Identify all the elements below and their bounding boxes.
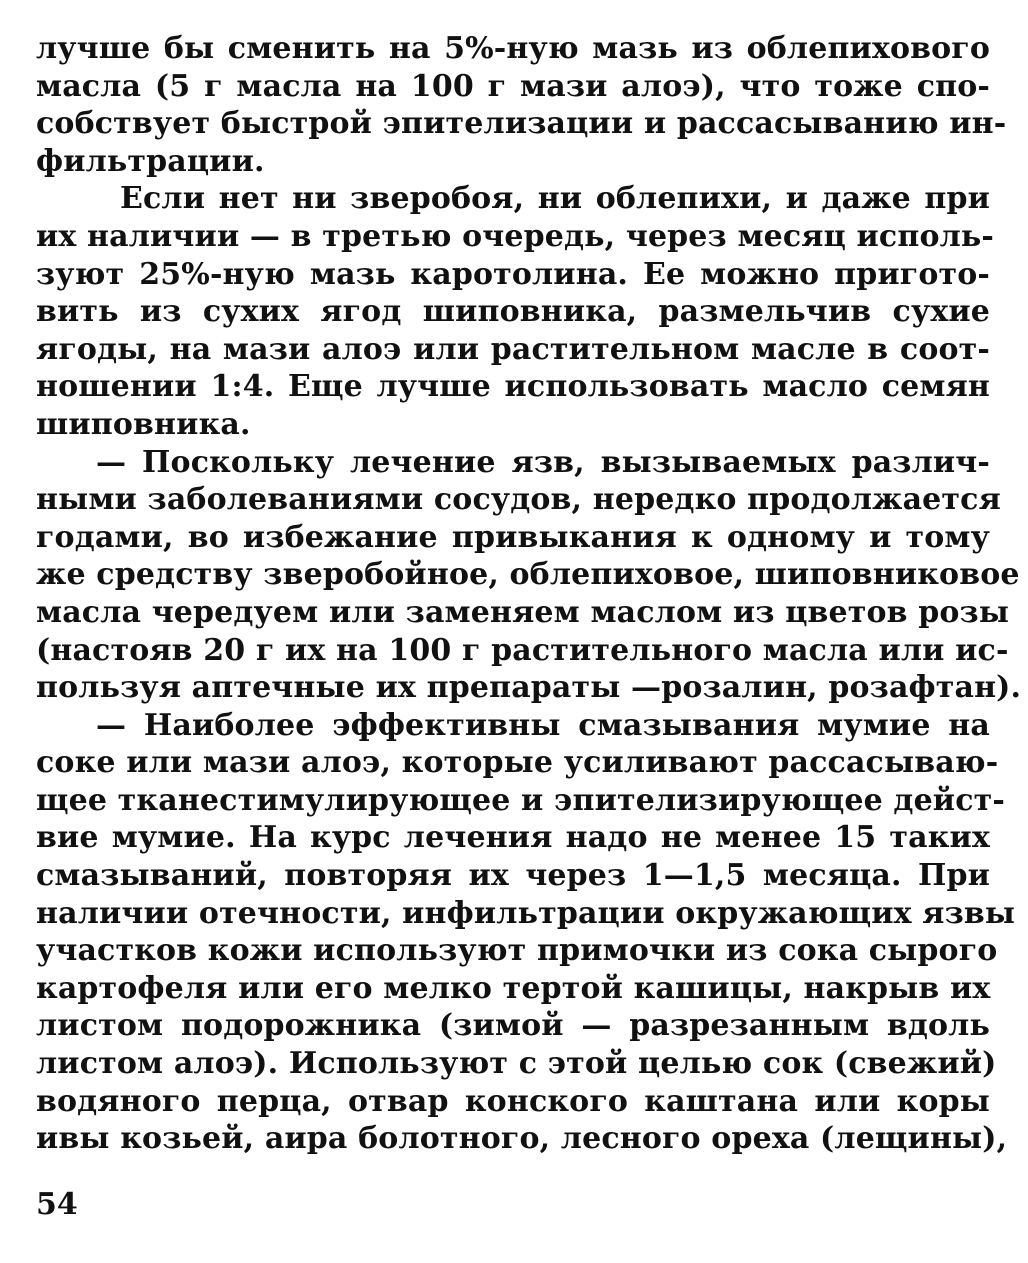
text-line: наличии отечности, инфильтрации окружающих язвы — [36, 895, 1016, 931]
text-line: ягоды, на мази алоэ или растительном масле в соот- — [36, 331, 990, 367]
paragraph-4 — [36, 707, 1016, 1158]
text-line: (настояв 20 г их на 100 г растительного масла или ис- — [36, 632, 1009, 668]
text-line: фильтрации. — [36, 143, 265, 179]
paragraph-2 — [36, 180, 995, 443]
text-line: лучше бы сменить на 5%-ную мазь из облепихового — [36, 31, 990, 66]
text-line: зуют 25%-ную мазь каротолина. Ее можно пригото- — [36, 256, 990, 292]
paragraph-1 — [36, 30, 1007, 180]
text-line: пользуя аптечные их препараты —розалин, розафтан). — [36, 670, 1022, 706]
text-line: щее тканестимулирующее и эпителизирующее дейст- — [36, 782, 1005, 818]
text-line: ными заболеваниями сосудов, нередко продолжается — [36, 482, 1001, 518]
text-line: листом алоэ). Используют с этой целью сок (свежий) — [36, 1046, 997, 1082]
text-line: их наличии — в третью очередь, через месяц исполь- — [36, 218, 995, 254]
text-line: соке или мази алоэ, которые усиливают рассасываю- — [36, 745, 999, 781]
text-line: вие мумие. На курс лечения надо не менее 15 таких — [36, 820, 990, 856]
text-line: масла чередуем или заменяем маслом из цветов розы — [36, 594, 1010, 630]
page-body — [36, 30, 1022, 1158]
paragraph-3 — [36, 444, 1022, 707]
text-line: смазываний, повторяя их через 1—1,5 месяца. При — [36, 858, 990, 894]
text-line: — Поскольку лечение язв, вызываемых различ- — [96, 444, 990, 480]
text-line: масла (5 г масла на 100 г мази алоэ), что тоже спо- — [36, 68, 990, 104]
text-line: ношении 1:4. Еще лучше использовать масло семян — [36, 369, 990, 405]
text-line: водяного перца, отвар конского каштана или коры — [36, 1083, 990, 1119]
page-number: 54 — [36, 1187, 78, 1222]
text-line: участков кожи используют примочки из сока сырого — [36, 933, 998, 969]
text-line: вить из сухих ягод шиповника, размельчив сухие — [36, 294, 990, 330]
text-line: же средству зверобойное, облепиховое, шиповниковое — [36, 557, 1020, 593]
text-line: картофеля или его мелко тертой кашицы, накрыв их — [36, 970, 991, 1006]
text-line: собствует быстрой эпителизации и рассасыванию ин- — [36, 106, 1007, 142]
text-line: шиповника. — [36, 406, 251, 442]
text-line: ивы козьей, аира болотного, лесного ореха (лещины), — [36, 1121, 1008, 1157]
text-line: — Наиболее эффективны смазывания мумие на — [96, 707, 990, 743]
text-line: Если нет ни зверобоя, ни облепихи, и даже при — [120, 181, 990, 217]
text-line: листом подорожника (зимой — разрезанным вдоль — [36, 1008, 990, 1044]
text-line: годами, во избежание привыкания к одному и тому — [36, 519, 990, 555]
